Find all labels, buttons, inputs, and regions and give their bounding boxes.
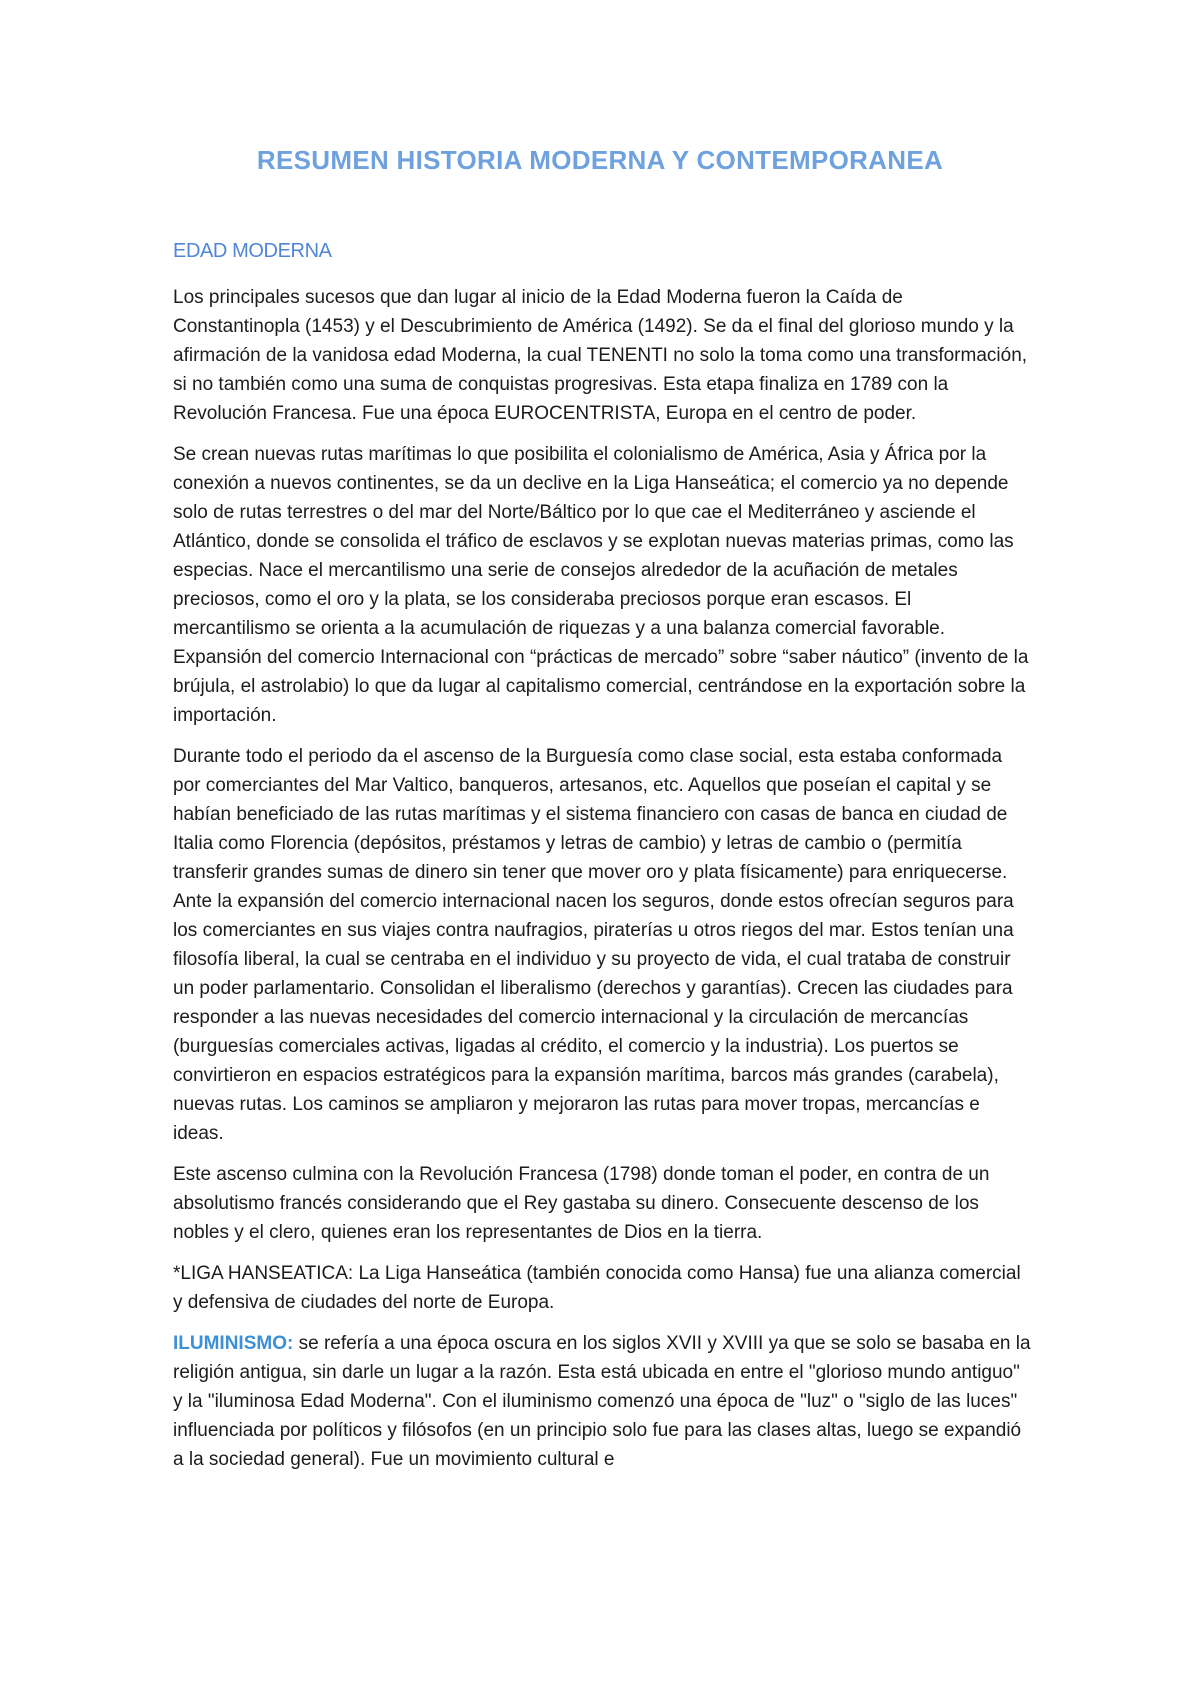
document-title: RESUMEN HISTORIA MODERNA Y CONTEMPORANEA [256, 145, 944, 175]
paragraph-rutas-maritimas: Se crean nuevas rutas marítimas lo que posibilita el colonialismo de América, Asia y África por la conexión a nuevos continentes, se da un declive en la Liga Hanseática; el comercio ya no depende solo de rutas terrestres o del mar del Norte/Báltico por lo que cae el Mediterráneo y asciende el Atlántico, donde se consolida el tráfico de esclavos y se explotan nuevas materias primas, como las especias. Nace el mercantilismo una serie de consejos alrededor de la acuñación de metales preciosos, como el oro y la plata, se los consideraba preciosos porque eran escasos. El mercantilismo se orienta a la acumulación de riquezas y a una balanza comercial favorable. Expansión del comercio Internacional con “prácticas de mercado” sobre “saber náutico” (invento de la brújula, el astrolabio) lo que da lugar al capitalismo comercial, centrándose en la exportación sobre la importación. [173, 444, 1029, 726]
iluminismo-text: se refería a una época oscura en los siglos XVII y XVIII ya que se solo se basaba en la religión antigua, sin darle un lugar a la razón. Esta está ubicada en entre el "glorioso mundo antiguo" y la "iluminosa Edad Moderna". Con el iluminismo comenzó una época de "luz" o "siglo de las luces" influenciada por políticos y filósofos (en un principio solo fue para las clases altas, luego se expandió a la sociedad general). Fue un movimiento cultural e [173, 1333, 1031, 1470]
section-heading-edad-moderna: EDAD MODERNA [173, 240, 332, 262]
document-body [173, 283, 1033, 1486]
term-iluminismo: ILUMINISMO: [173, 1333, 294, 1354]
paragraph-iluminismo [173, 1329, 1033, 1474]
paragraph-revolucion-francesa: Este ascenso culmina con la Revolución Francesa (1798) donde toman el poder, en contra de un absolutismo francés considerando que el Rey gastaba su dinero. Consecuente descenso de los nobles y el clero, quienes eran los representantes de Dios en la tierra. [173, 1164, 990, 1243]
paragraph-burguesia: Durante todo el periodo da el ascenso de la Burguesía como clase social, esta estaba conformada por comerciantes del Mar Valtico, banqueros, artesanos, etc. Aquellos que poseían el capital y se habían beneficiado de las rutas marítimas y el sistema financiero con casas de banca en ciudad de Italia como Florencia (depósitos, préstamos y letras de cambio) y letras de cambio o (permitía transferir grandes sumas de dinero sin tener que mover oro y plata físicamente) para enriquecerse. Ante la expansión del comercio internacional nacen los seguros, donde estos ofrecían seguros para los comerciantes en sus viajes contra naufragios, piraterías u otros riegos del mar. Estos tenían una filosofía liberal, la cual se centraba en el individuo y su proyecto de vida, el cual trataba de construir un poder parlamentario. Consolidan el liberalismo (derechos y garantías). Crecen las ciudades para responder a las nuevas necesidades del comercio internacional y la circulación de mercancías (burguesías comerciales activas, ligadas al crédito, el comercio y la industria). Los puertos se convirtieron en espacios estratégicos para la expansión marítima, barcos más grandes (carabela), nuevas rutas. Los caminos se ampliaron y mejoraron las rutas para mover tropas, mercancías e ideas. [173, 746, 1014, 1144]
paragraph-liga-hanseatica: *LIGA HANSEATICA: La Liga Hanseática (también conocida como Hansa) fue una alianza comercial y defensiva de ciudades del norte de Europa. [173, 1263, 1021, 1313]
paragraph-inicio-edad-moderna: Los principales sucesos que dan lugar al inicio de la Edad Moderna fueron la Caída de Constantinopla (1453) y el Descubrimiento de América (1492). Se da el final del glorioso mundo y la afirmación de la vanidosa edad Moderna, la cual TENENTI no solo la toma como una transformación, si no también como una suma de conquistas progresivas. Esta etapa finaliza en 1789 con la Revolución Francesa. Fue una época EUROCENTRISTA, Europa en el centro de poder. [173, 287, 1028, 424]
